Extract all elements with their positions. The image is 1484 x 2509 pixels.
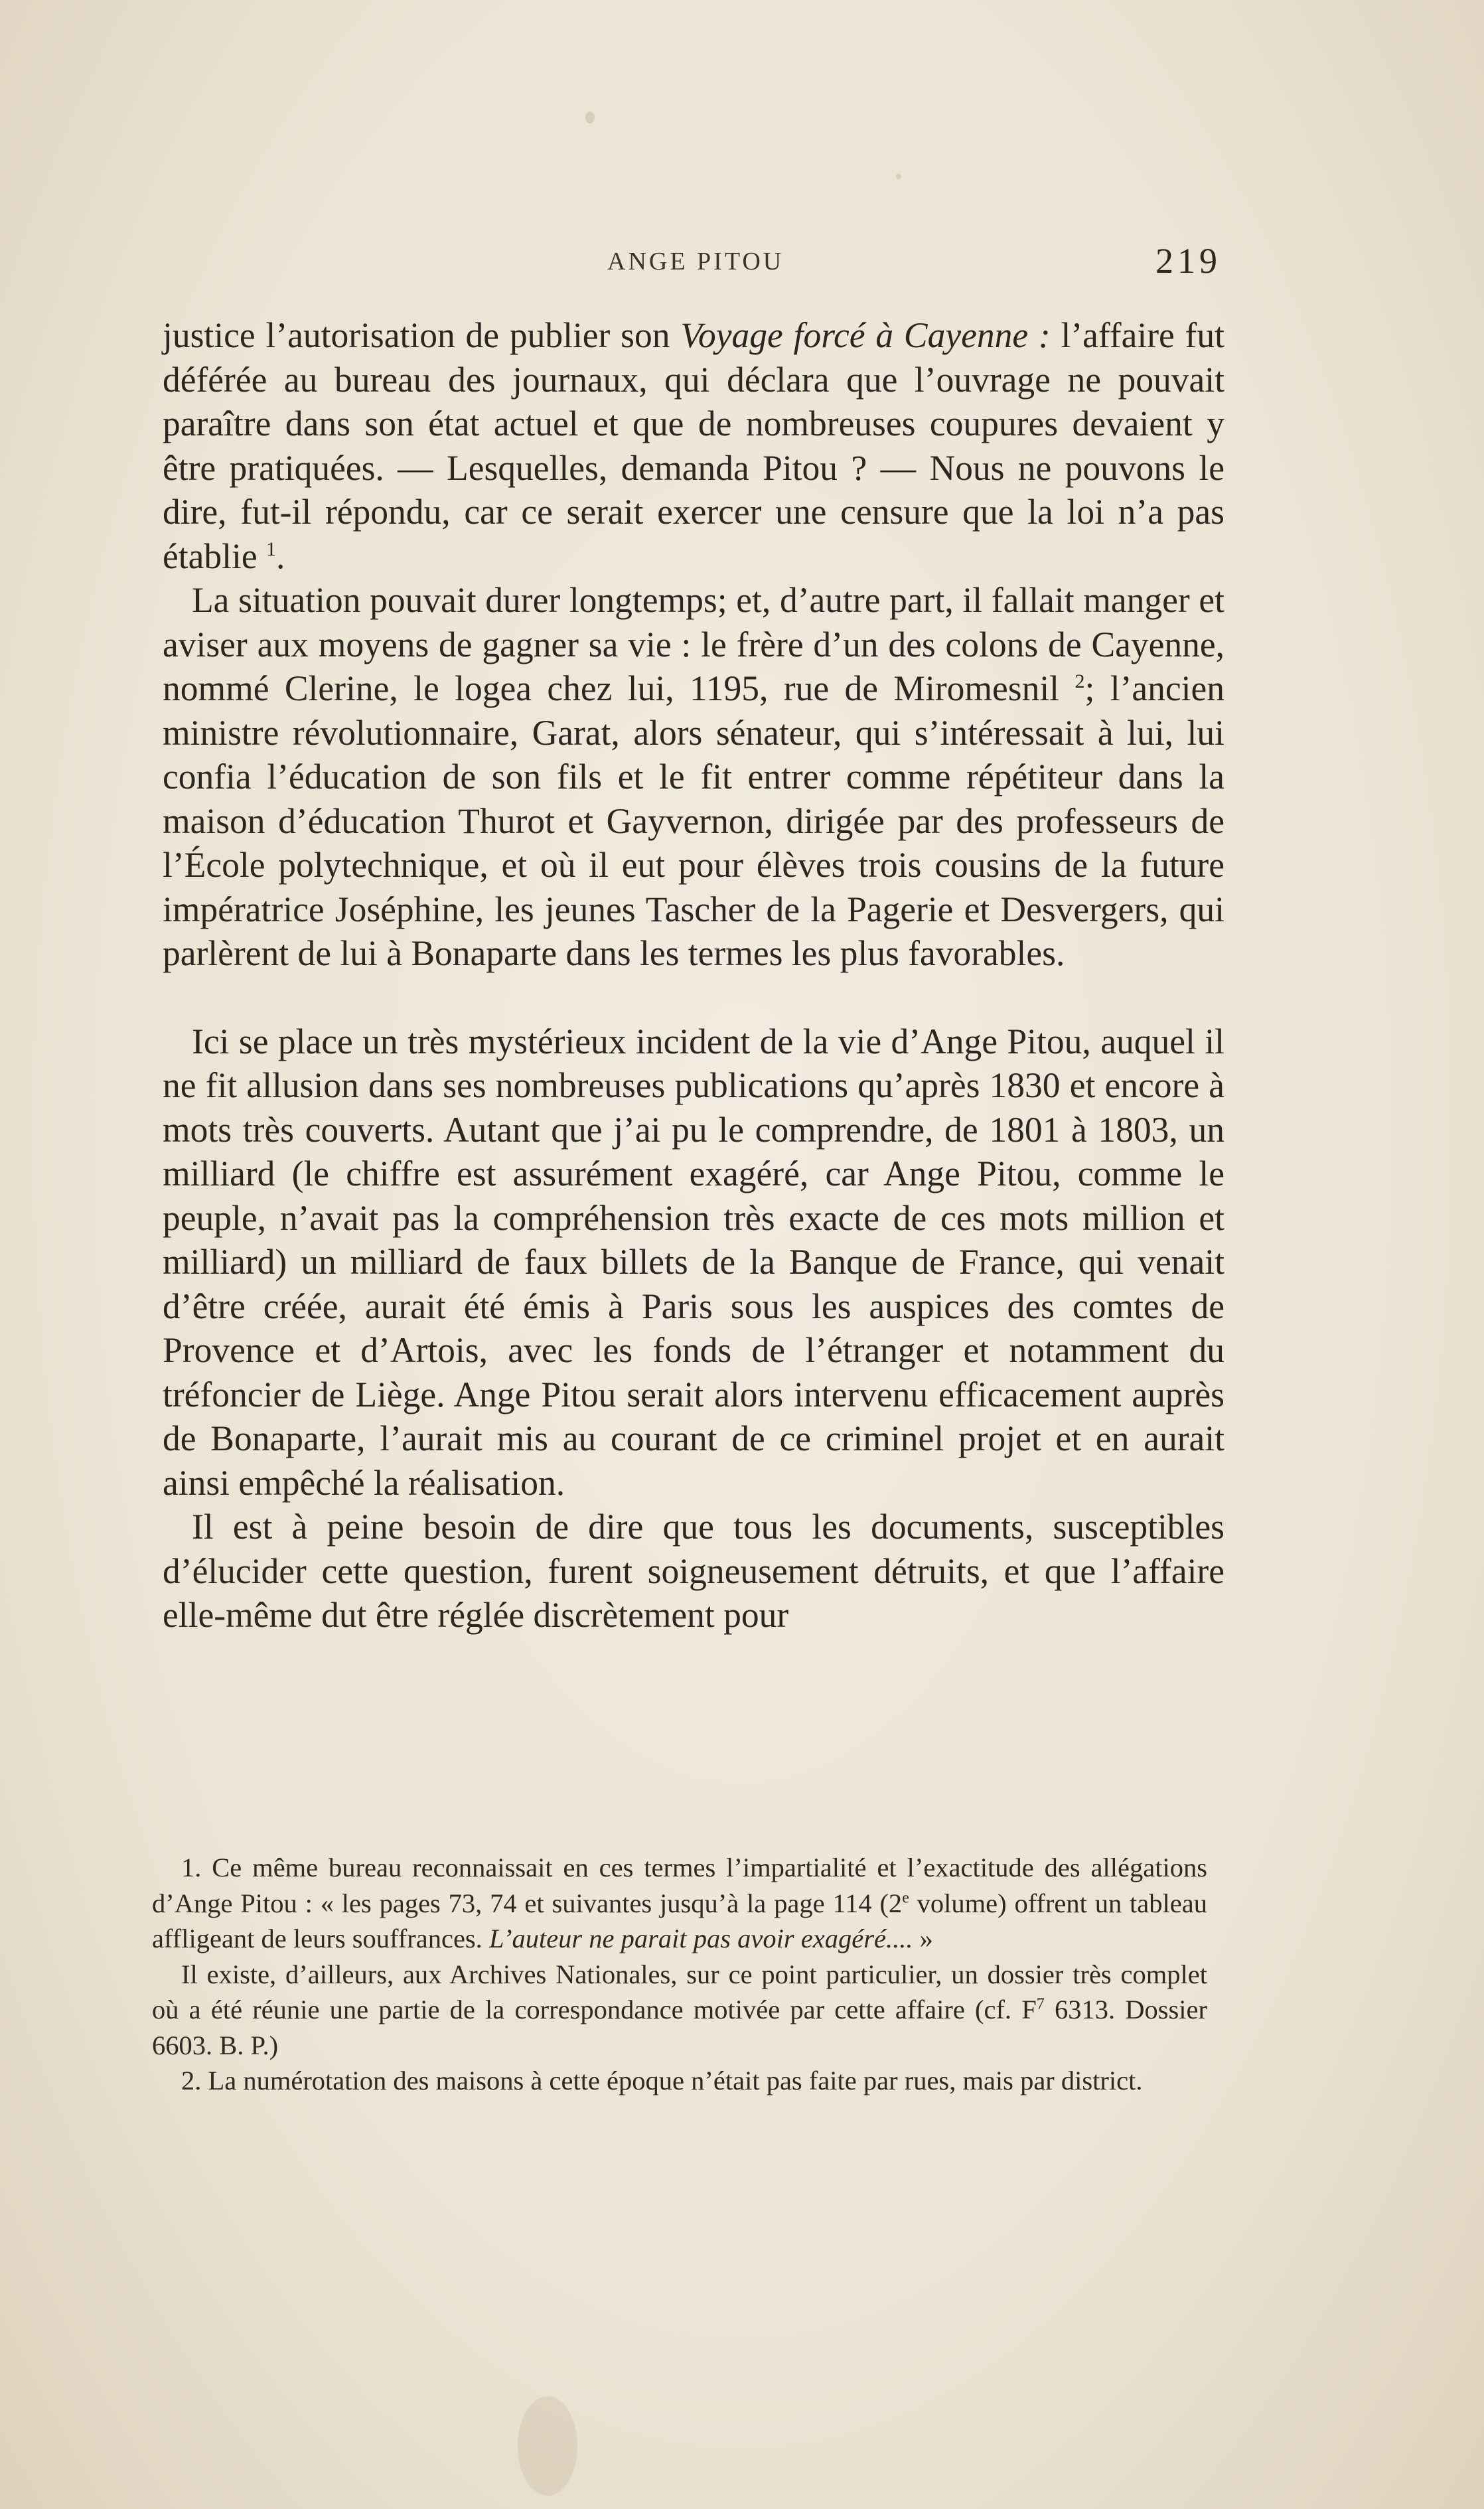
footnote-ref-1: 1 [265,538,276,560]
ink-speck [585,112,595,123]
page-header [163,240,1224,287]
footnote-ref-2: 2 [1075,670,1085,693]
footnote-1: 1. Ce même bureau reconnaissait en ces termes l’impartialité et l’exactitude des allégations d’Ange Pitou : « les pages 73, 74 et suivantes jusqu’à la page 114 (2e volume) offrent un tableau affligeant de leurs souffrances. L’auteur ne parait pas avoir exagéré.... » [152,1853,1207,1953]
paragraph-2: La situation pouvait durer longtemps; et, d’autre part, il fallait manger et aviser aux moyens de gagner sa vie : le frère d’un des colons de Cayenne, nommé Clerine, le logea chez lui, 1195, rue de Miromesnil $^2$; l’ancien ministre révolutionnaire, Garat, alors sénateur, qui s’intéressait à lui, lui confia l’éducation de son fils et le fit entrer comme répétiteur dans la maison d’éducation Thurot et Gayvernon, dirigée par des professeurs de l’École polytechnique, et où il eut pour élèves trois cousins de la future impératrice Joséphine, les jeunes Tascher de la Pagerie et Desvergers, qui parlèrent de lui à Bonaparte dans les termes les plus favorables. [163,580,1224,973]
paragraph-1: justice l’autorisation de publier son Voyage forcé à Cayenne : l’affaire fut déférée au bureau des journaux, qui déclara que l’ouvrage ne pouvait paraître dans son état actuel et que de nombreuses coupures devaient y être pratiquées. — Lesquelles, demanda Pitou ? — Nous ne pouvons le dire, fut-il répondu, car ce serait exercer une censure que la loi n’a pas établie $^1$. [163,315,1224,576]
footnotes [152,1850,1207,2099]
book-title: Voyage forcé à Cayenne : [680,315,1051,355]
paragraph-4: Il est à peine besoin de dire que tous les documents, susceptibles d’élucider cette question, furent soigneusement détruits, et que l’affaire elle-même dut être réglée discrètement pour [163,1507,1224,1635]
paragraph-3: Ici se place un très mystérieux incident de la vie d’Ange Pitou, auquel il ne fit allusion dans ses nombreuses publications qu’après 1830 et encore à mots très couverts. Autant que j’ai pu le comprendre, de 1801 à 1803, un milliard (le chiffre est assurément exagéré, car Ange Pitou, comme le peuple, n’avait pas la compréhension très exacte de ces mots million et milliard) un milliard de faux billets de la Banque de France, qui venait d’être créée, aurait été émis à Paris sous les auspices des comtes de Provence et d’Artois, avec les fonds de l’étranger et notamment du tréfoncier de Liège. Ange Pitou serait alors intervenu efficacement auprès de Bonaparte, l’aurait mis au courant de ce criminel projet et en aurait ainsi empêché la réalisation. [163,1021,1224,1503]
ink-speck [896,174,901,179]
running-title: ANGE PITOU [607,248,784,275]
footnote-1-continued: Il existe, d’ailleurs, aux Archives Nationales, sur ce point particulier, un dossier très complet où a été réunie une partie de la correspondance motivée par cette affaire (cf. $F^7$ 6313. Dossier 6603. B. P.) [152,1959,1207,2060]
paper-stain [518,2396,577,2496]
footnote-2: 2. La numérotation des maisons à cette époque n’était pas faite par rues, mais par district. [181,2066,1143,2095]
page-number: 219 [1155,241,1221,281]
main-text [163,313,1224,1637]
footnote-quote: L’auteur ne parait pas avoir exagéré.... [488,1924,913,1953]
